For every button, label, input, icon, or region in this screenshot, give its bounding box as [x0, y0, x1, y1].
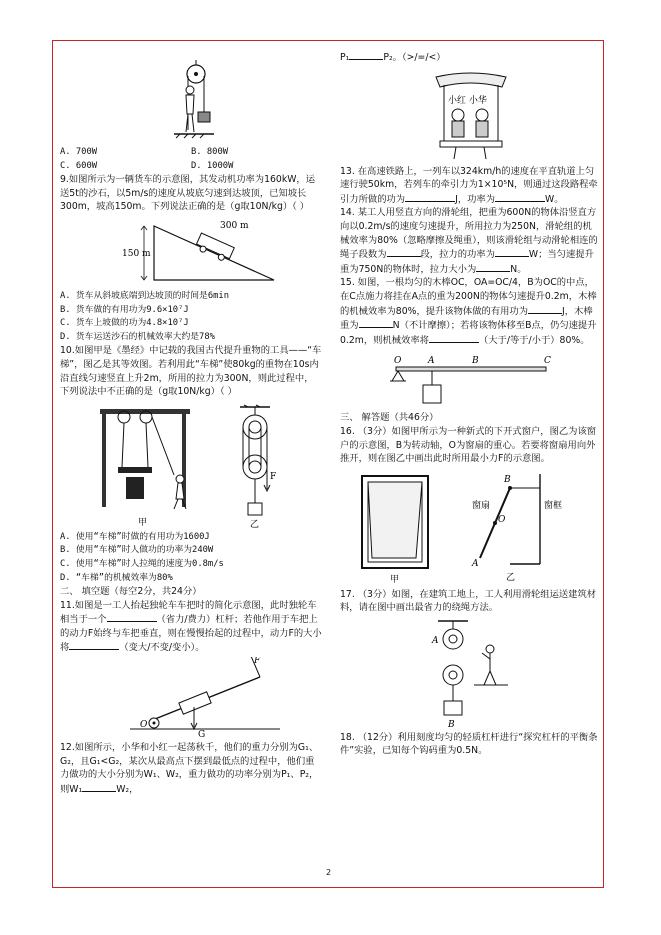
- q12-stem: [60, 741, 322, 796]
- q14-blank-1[interactable]: [387, 247, 421, 257]
- q15-label-B: B: [472, 356, 479, 367]
- q17-figure-pulley-site: [340, 617, 598, 729]
- q15-blank-2[interactable]: [359, 318, 393, 328]
- q16-label-B: B: [504, 474, 511, 485]
- q14-stem: [340, 206, 598, 276]
- q9-height-label: 150 m: [122, 248, 151, 259]
- q11-label-O: O: [140, 720, 148, 731]
- q14-blank-3[interactable]: [476, 262, 510, 272]
- q11-text-c: （变大/不变/变小）。: [119, 642, 205, 654]
- section-2-heading: 二、 填空题（每空2分，共24分）: [60, 586, 202, 598]
- q12-text-a: 12.如图所示，小华和小红一起荡秋千，他们的重力分别为G₁、G₂，且G₁<G₂，某次从最高点下摆到最低点的过程中，他们重力做功的大小分别为W₁、W₂，重力做功的功率分别为P₁、P₂，则W₁: [60, 742, 319, 795]
- q12-continued: [340, 50, 598, 65]
- q12-blank-1[interactable]: [82, 782, 116, 792]
- q16-label-yi: 乙: [506, 572, 516, 583]
- q17-stem: 17. （3分）如图，在建筑工地上，工人利用滑轮组运送建筑材料，请在图中画出最省力的绕绳方法。: [340, 588, 597, 614]
- q9-figure-slope-truck: [60, 216, 322, 288]
- q17-label-B: B: [448, 719, 455, 729]
- q16-label-frame: 窗框: [544, 500, 563, 511]
- q10-option-d: D. “车梯”的机械效率为80%: [60, 572, 173, 583]
- q12-text-d: P₂。（>/=/<）: [383, 52, 446, 63]
- q8-options-row1: [60, 146, 322, 160]
- q8-figure-person-pulley: [60, 52, 322, 144]
- q8-option-d: D. 1000W: [191, 160, 234, 171]
- q14-blank-2[interactable]: [495, 247, 529, 257]
- q15-label-O: O: [394, 356, 402, 367]
- q9-stem: 9.如图所示为一辆货车的示意图，其发动机功率为160kW，运送5t的沙石，以5m/s的速度从坡底匀速到达坡顶，已知坡长300m，坡高150m。下列说法正确的是（g取10N/kg）（ ）: [60, 174, 316, 213]
- q14-text-d: N。: [510, 263, 527, 275]
- q11-figure-wheelbarrow: [60, 657, 322, 739]
- q11-label-F: F: [254, 657, 261, 667]
- q15-figure-lever: [340, 349, 598, 409]
- q15-blank-3[interactable]: [429, 333, 479, 343]
- q8-option-c: C. 600W: [60, 160, 98, 171]
- q10-option-a: A. 使用“车梯”时做的有用功为1600J: [60, 531, 210, 542]
- q11-blank-1[interactable]: [107, 612, 157, 622]
- q17-label-A: A: [432, 635, 439, 646]
- q13-blank-2[interactable]: [495, 192, 545, 202]
- q16-label-sash: 窗扇: [472, 500, 491, 511]
- q9-option-b: B. 货车做的有用功为9.6×10⁷J: [60, 304, 189, 315]
- q10-option-c: C. 使用“车梯”时人拉绳的速度为0.8m/s: [60, 558, 224, 569]
- q10-label-F: F: [270, 471, 277, 482]
- page-number: 2: [326, 868, 332, 877]
- q15-text-d: （大于/等于/小于）80%。: [478, 334, 590, 346]
- q15-label-C: C: [544, 356, 551, 367]
- q16-figure-window: [340, 468, 598, 586]
- right-column: [340, 50, 598, 758]
- q12-swing-label: 小红 小华: [448, 95, 487, 106]
- q15-label-A: A: [428, 356, 435, 367]
- q16-label-O: O: [498, 514, 506, 525]
- q13-text-b: J，功率为: [455, 193, 496, 205]
- q8-option-a: A. 700W: [60, 147, 98, 157]
- q12-figure-swing: [340, 67, 598, 163]
- q10-option-b: B. 使用“车梯”时人做功的功率为240W: [60, 545, 214, 556]
- q15-text-b: J，木棒重为: [340, 305, 593, 332]
- q14-text-b: 段，拉力的功率为: [420, 249, 495, 261]
- q8-options-row2: [60, 160, 322, 174]
- q13-text-c: W。: [545, 193, 564, 205]
- q9-slope-label: 300 m: [220, 220, 249, 231]
- q12-text-c: P₁: [340, 52, 350, 63]
- section-3-heading: 三、 解答题（共46分）: [340, 412, 439, 424]
- q9-option-c: C. 货车上坡做的功为4.8×10⁷J: [60, 318, 189, 329]
- q9-option-a: A. 货车从斜坡底端到达坡顶的时间是6min: [60, 290, 230, 301]
- left-column: [60, 50, 322, 796]
- q10-label-yi: 乙: [250, 519, 260, 529]
- q13-text-a: 13. 在高速铁路上，一列车以324km/h的速度在平直轨道上匀速行驶50km，若列车的牵引力为1×10⁵N，则通过这段路程牵引力所做的功为: [340, 165, 598, 205]
- q11-text-a: 11.如图是一工人抬起独轮车车把时的简化示意图，此时独轮车相当于一个: [60, 599, 317, 626]
- q16-label-jia: 甲: [390, 574, 400, 585]
- q9-option-d: D. 货车运送沙石的机械效率大约是78%: [60, 331, 215, 342]
- q15-text-c: N（不计摩擦）；若将该物体移至B点，仍匀速提升0.2m，则机械效率将: [340, 320, 597, 346]
- q15-stem: [340, 276, 598, 347]
- q11-text-b: （省力/费力）杠杆；若他作用于车把上的动力F始终与车把垂直，则在慢慢抬起的过程中，动力F的大小将: [60, 614, 322, 654]
- q11-stem: [60, 599, 322, 655]
- q13-stem: [340, 165, 598, 207]
- q18-stem: 18. （12分）利用刻度均匀的轻质杠杆进行“探究杠杆的平衡条件”实验，已知每个钩码重为0.5N。: [340, 731, 598, 757]
- q13-blank-1[interactable]: [405, 192, 455, 202]
- q8-option-b: B. 800W: [191, 147, 229, 157]
- q10-stem: 10.如图甲是《墨经》中记载的我国古代提升重物的工具——“车梯”，图乙是其等效图。若利用此“车梯”使80kg的重物在10s内沿直线匀速竖直上升2m，所用的拉力为300N，则此过程中，下列说法中不正确的是（g取10N/kg）（ ）: [60, 345, 322, 398]
- q11-label-G: G: [198, 730, 206, 740]
- q16-stem: 16. （3分）如图甲所示为一种新式的下开式窗户，图乙为该窗户的示意图，B为转动轴，O为窗扇的重心。若要将窗扇用向外推开，则在图乙中画出此时所用最小力F的示意图。: [340, 425, 597, 465]
- q10-label-jia: 甲: [138, 517, 148, 528]
- q14-text-c: W；当匀速提升重为750N的物体时，拉力大小为: [340, 249, 594, 275]
- q11-blank-2[interactable]: [69, 640, 119, 650]
- q12-blank-2[interactable]: [349, 50, 383, 60]
- q12-text-b: W₂，: [116, 783, 139, 795]
- q15-text-a: 15. 如图，一根均匀的木棒OC，OA=OC/4，B为OC的中点，在C点施力将挂在A点的重为200N的物体匀速提升0.2m，木棒的机械效率为80%，提升该物体做的有用功为: [340, 277, 597, 317]
- q10-figure-che-ti: [60, 401, 322, 529]
- q16-label-A: A: [472, 558, 479, 569]
- q14-text-a: 14. 某工人用竖直方向的滑轮组，把重为600N的物体沿竖直方向以0.2m/s的速度匀速提升，所用拉力为250N，滑轮组的机械效率为80%（忽略摩擦及绳重），则该滑轮组与动滑轮相连的绳子段数为: [340, 207, 598, 261]
- q15-blank-1[interactable]: [528, 304, 562, 314]
